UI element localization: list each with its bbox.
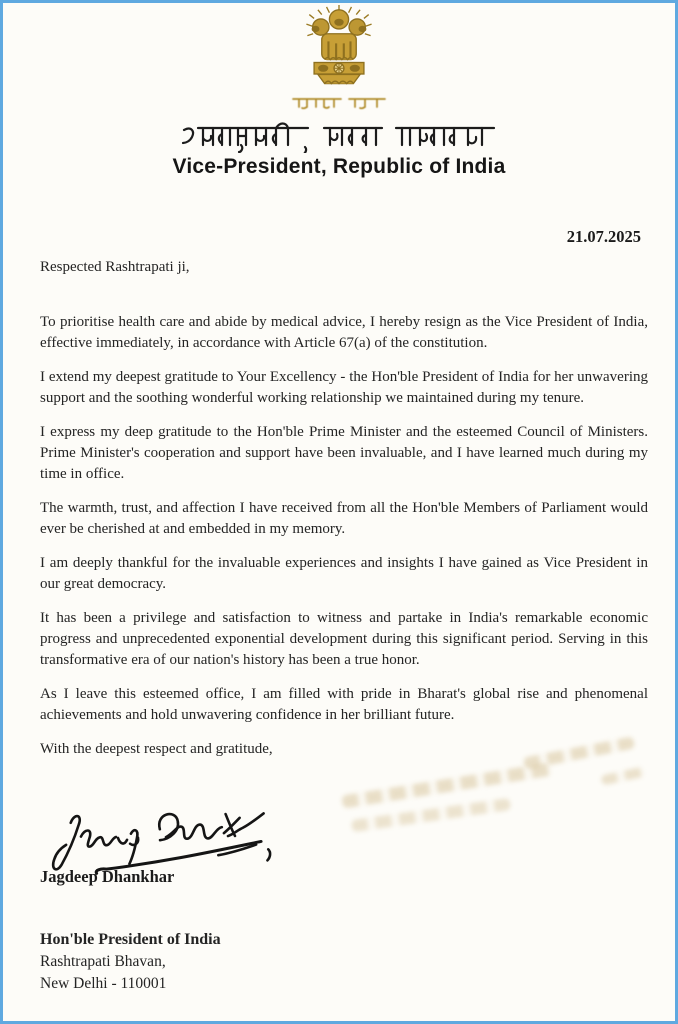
body-paragraph: I am deeply thankful for the invaluable experiences and insights I have gained as Vice President in our great democracy. bbox=[40, 555, 648, 592]
letter-date: 21.07.2025 bbox=[566, 227, 641, 246]
recipient-address-line: Rashtrapati Bhavan, bbox=[40, 953, 166, 970]
closing-line: With the deepest respect and gratitude, bbox=[40, 741, 273, 757]
recipient-address-line: New Delhi - 110001 bbox=[40, 975, 167, 992]
body-paragraph: As I leave this esteemed office, I am filled with pride in Bharat's global rise and phenomenal achievements and hold unwavering confidence in her brilliant future. bbox=[40, 686, 648, 723]
page-bleed-smudge bbox=[341, 762, 552, 808]
letter-body bbox=[40, 257, 648, 760]
body-paragraphs bbox=[40, 312, 648, 726]
body-paragraph: It has been a privilege and satisfaction to witness and partake in India's remarkable economic progress and unprecedented exponential development during this significant period. Serving in this transformative era of our nation's history has been a true honor. bbox=[40, 610, 648, 668]
letterhead bbox=[3, 5, 675, 179]
recipient-block bbox=[40, 929, 221, 995]
emblem-of-india-icon bbox=[293, 5, 385, 97]
body-paragraph: I extend my deepest gratitude to Your Excellency - the Hon'ble President of India for her unwavering support and the soothing wonderful working relationship we maintained during my tenure. bbox=[40, 369, 648, 406]
body-paragraph: To prioritise health care and abide by medical advice, I hereby resign as the Vice President of India, effective immediately, in accordance with Article 67(a) of the constitution. bbox=[40, 314, 648, 351]
recipient-title: Hon'ble President of India bbox=[40, 931, 221, 948]
office-title-english: Vice-President, Republic of India bbox=[172, 155, 506, 178]
office-title-hindi bbox=[178, 121, 500, 153]
page-bleed-smudge bbox=[600, 767, 645, 786]
body-paragraph: I express my deep gratitude to the Hon'ble Prime Minister and the esteemed Council of Ministers. Prime Minister's cooperation and support have been invaluable, and I have learned much during my time in office. bbox=[40, 424, 648, 482]
sender-name: Jagdeep Dhankhar bbox=[40, 867, 175, 886]
body-paragraph: The warmth, trust, and affection I have received from all the Hon'ble Members of Parliament would ever be cherished at and embedded in my memory. bbox=[40, 500, 648, 537]
satyameva-jayate-motto bbox=[289, 95, 389, 113]
salutation: Respected Rashtrapati ji, bbox=[40, 259, 190, 275]
